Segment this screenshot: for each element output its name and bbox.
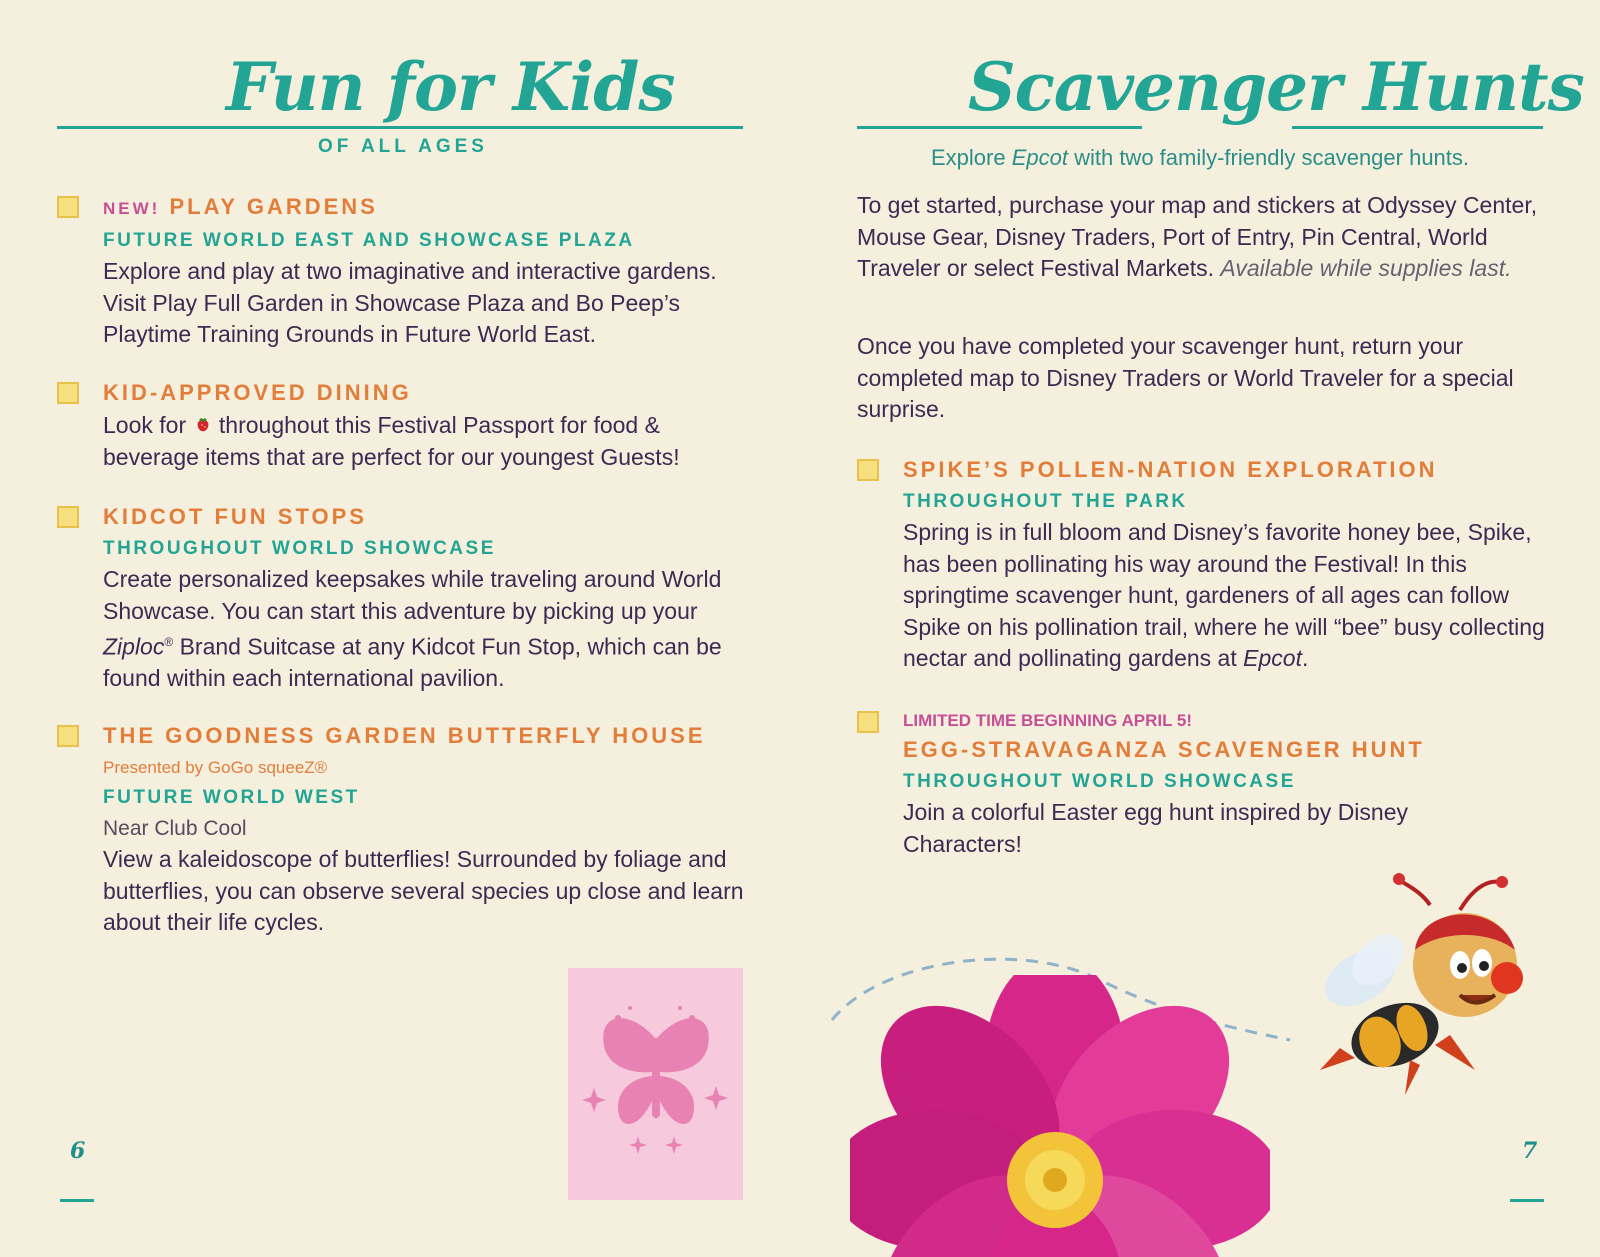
new-badge: NEW! [103,199,161,218]
item-location: THROUGHOUT THE PARK [903,491,1188,512]
sponsor-line: Presented by GoGo squeeZ® [103,758,328,777]
item-body: Join a colorful Easter egg hunt inspired by Disney Characters! [903,799,1409,857]
title-rule-right [1292,126,1543,129]
butterfly-icon [568,968,743,1200]
checkbox-icon [57,382,79,404]
item-heading: KIDCOT FUN STOPS [103,504,367,529]
item-heading: KID-APPROVED DINING [103,380,412,405]
title-rule [57,126,743,129]
item-location: THROUGHOUT WORLD SHOWCASE [903,771,1296,792]
page-number-right: 7 [1522,1138,1538,1164]
item-near: Near Club Cool [103,817,247,840]
right-page [800,0,1600,1257]
limited-badge: LIMITED TIME BEGINNING APRIL 5! [903,711,1193,730]
checkbox-icon [57,506,79,528]
page-number-rule [1510,1199,1544,1202]
checkbox-icon [857,711,879,733]
page-title-fun-for-kids: Fun for Kids [226,48,675,126]
spike-bee-illustration [1300,870,1550,1110]
item-body: View a kaleidoscope of butterflies! Surrounded by foliage and butterflies, you can observe several species up close and learn about their life cycles. [103,846,744,935]
item-heading: NEW! PLAY GARDENS [103,194,378,219]
page-number-rule [60,1199,94,1202]
title-rule-left [857,126,1142,129]
checkbox-icon [857,459,879,481]
item-heading: SPIKE’S POLLEN-NATION EXPLORATION [903,457,1438,482]
butterfly-card [568,968,743,1200]
item-location: FUTURE WORLD EAST AND SHOWCASE PLAZA [103,230,635,251]
checkbox-icon [57,196,79,218]
page-subtitle: OF ALL AGES [318,136,488,157]
item-location: THROUGHOUT WORLD SHOWCASE [103,538,496,559]
item-body: Look for throughout this Festival Passport for food & beverage items that are perfect for our youngest Guests! [103,412,680,470]
item-body: Create personalized keepsakes while traveling around World Showcase. You can start this adventure by picking up your Ziploc® Brand Suitcase at any Kidcot Fun Stop, which can be found within each international pavilion. [103,566,722,692]
cosmos-flower-illustration [850,975,1270,1257]
item-body: Spring is in full bloom and Disney’s favorite honey bee, Spike, has been pollinating his way around the Festival! In this springtime scavenger hunt, gardeners of all ages can follow Spike on his pollination trail, where he will “bee” busy collecting nectar and pollinating gardens at Epcot. [903,519,1545,671]
item-heading: THE GOODNESS GARDEN BUTTERFLY HOUSE [103,723,706,748]
return-paragraph: Once you have completed your scavenger hunt, return your completed map to Disney Traders or World Traveler for a special surprise. [857,333,1514,422]
item-location: FUTURE WORLD WEST [103,787,360,808]
page-title-scavenger-hunts: Scavenger Hunts [968,48,1584,126]
intro-line: Explore Epcot with two family-friendly scavenger hunts. [930,145,1470,170]
item-heading: EGG-STRAVAGANZA SCAVENGER HUNT [903,737,1425,762]
page-number-left: 6 [70,1138,86,1164]
instructions-paragraph: To get started, purchase your map and stickers at Odyssey Center, Mouse Gear, Disney Traders, Port of Entry, Pin Central, World Traveler or select Festival Markets. Available while supplies last. [857,192,1538,281]
strawberry-icon [193,415,213,435]
checkbox-icon [57,725,79,747]
item-body: Explore and play at two imaginative and interactive gardens. Visit Play Full Garden in Showcase Plaza and Bo Peep’s Playtime Training Grounds in Future World East. [103,258,717,347]
